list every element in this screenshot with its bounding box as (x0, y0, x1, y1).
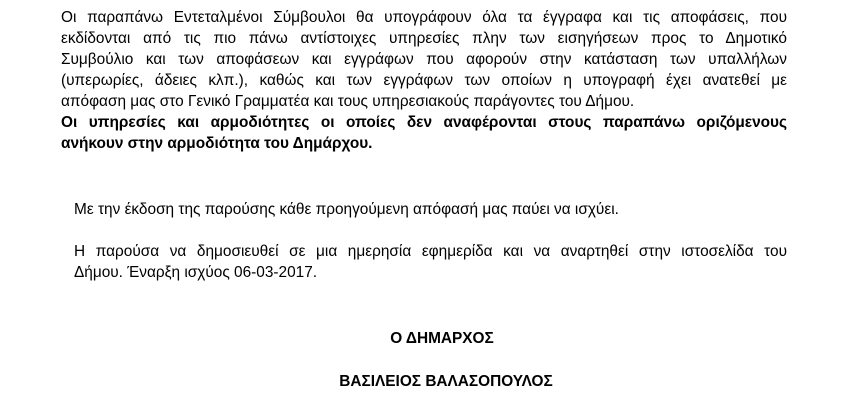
text-line: Με την έκδοση της παρούσης κάθε προηγούμενη απόφασή μας παύει να ισχύει. (74, 201, 619, 218)
signature-name: ΒΑΣΙΛΕΙΟΣ ΒΑΛΑΣΟΠΟΥΛΟΣ (339, 373, 553, 390)
signature-title: Ο ΔΗΜΑΡΧΟΣ (390, 330, 494, 347)
text-line: Οι υπηρεσίες και αρμοδιότητες οι οποίες δεν αναφέρονται στους παραπάνω οριζόμενους (61, 114, 787, 131)
paragraph-publication (74, 241, 787, 283)
text-line: εκδίδονται από τις πιο πάνω αντίστοιχες υπηρεσίες πλην των εισηγήσεων προς το Δημοτικό (61, 30, 787, 47)
text-line: Οι παραπάνω Εντεταλμένοι Σύμβουλοι θα υπογράφουν όλα τα έγγραφα και τις αποφάσεις, που (61, 9, 787, 26)
text-line: (υπερωρίες, άδειες κλπ.), καθώς και των εγγράφων των οποίων η υπογραφή έχει ανατεθεί με (61, 72, 787, 89)
paragraph-previous-decision-void (74, 199, 787, 220)
paragraph-mayor-competence (61, 112, 787, 154)
text-line: Συμβούλιο και των αποφάσεων και εγγράφων που αφορούν στην κατάσταση των υπαλλήλων (61, 51, 787, 68)
paragraph-signing-authority (61, 7, 787, 112)
text-line: Δήμου. Έναρξη ισχύος 06-03-2017. (74, 264, 318, 281)
text-line: Η παρούσα να δημοσιευθεί σε μια ημερησία εφημερίδα και να αναρτηθεί στην ιστοσελίδα του (74, 243, 787, 260)
text-line: απόφαση μας στο Γενικό Γραμματέα και τους υπηρεσιακούς παράγοντες του Δήμου. (61, 93, 635, 110)
text-line: ανήκουν στην αρμοδιότητα του Δημάρχου. (61, 135, 373, 152)
